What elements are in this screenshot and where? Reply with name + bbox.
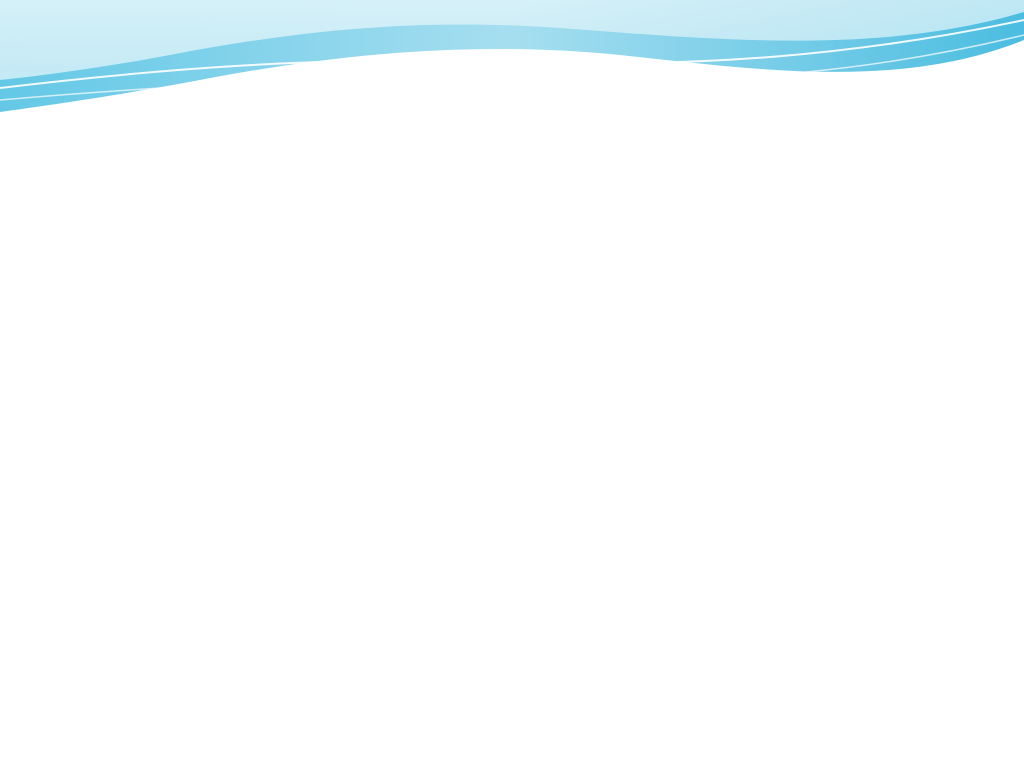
header-wave-decoration xyxy=(0,0,1024,140)
